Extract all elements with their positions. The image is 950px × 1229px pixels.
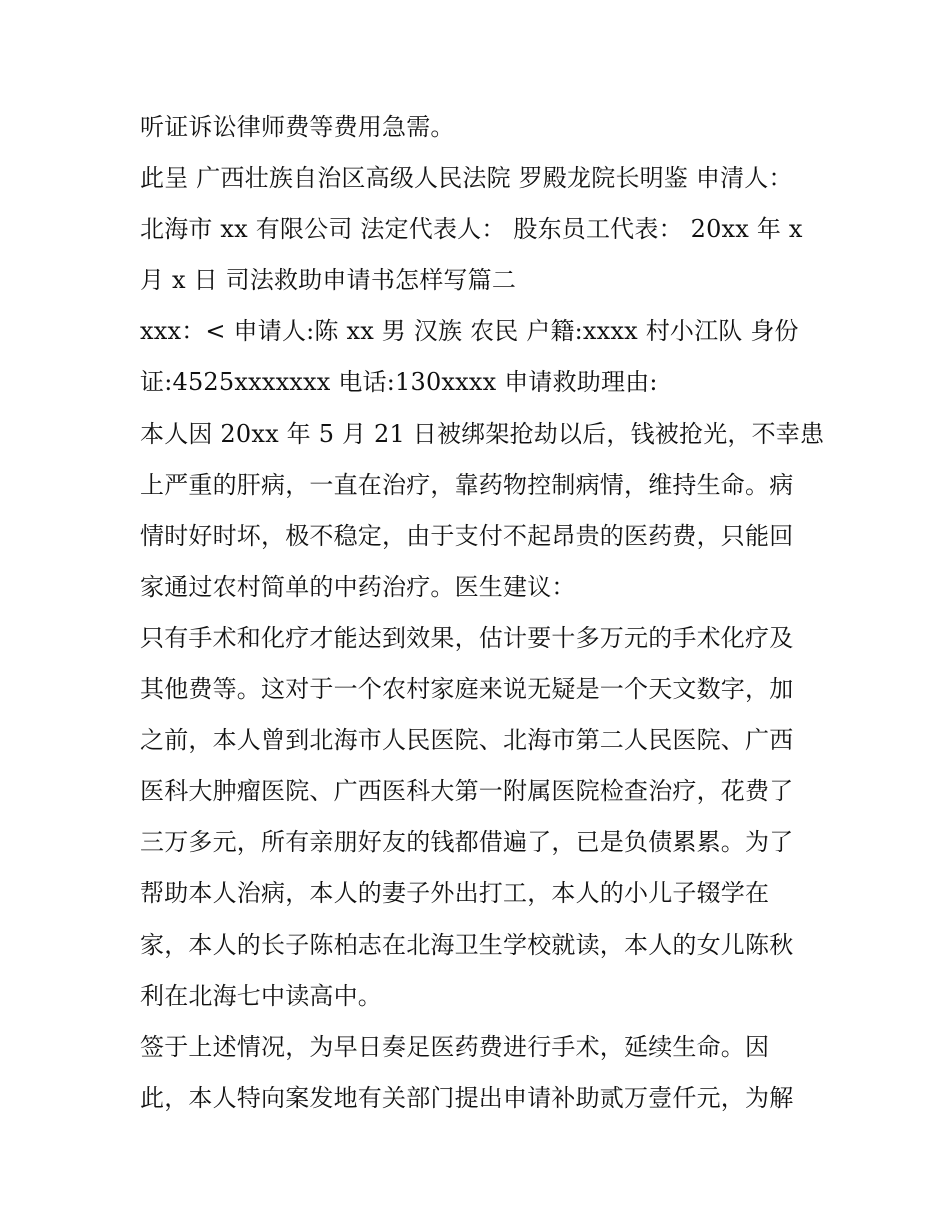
text-line: 此，本人特向案发地有关部门提出申请补助贰万壹仟元，为解 [140, 1083, 794, 1112]
text-line: 利在北海七中读高中。 [140, 981, 382, 1010]
text-line: xxx：< 申请人:陈 xx 男 汉族 农民 户籍:xxxx 村小江队 身份 [140, 317, 799, 346]
text-line: 其他费等。这对于一个农村家庭来说无疑是一个天文数字，加 [140, 675, 794, 704]
text-line: 上严重的肝病，一直在治疗，靠药物控制病情，维持生命。病 [140, 470, 794, 499]
text-line: 帮助本人治病，本人的妻子外出打工，本人的小儿子辍学在 [140, 879, 770, 908]
document-body [140, 102, 825, 1124]
text-line: 三万多元，所有亲朋好友的钱都借遍了，已是负债累累。为了 [140, 828, 794, 857]
text-line: 此呈 广西壮族自治区高级人民法院 罗殿龙院长明鉴 申清人： [140, 164, 793, 193]
text-line: 情时好时坏，极不稳定，由于支付不起昂贵的医药费，只能回 [140, 521, 794, 550]
text-line: 只有手术和化疗才能达到效果，估计要十多万元的手术化疗及 [140, 623, 794, 652]
text-line: 医科大肿瘤医院、广西医科大第一附属医院检查治疗，花费了 [140, 777, 794, 806]
text-line: 家通过农村简单的中药治疗。医生建议： [140, 572, 576, 601]
text-line: 本人因 20xx 年 5 月 21 日被绑架抢劫以后，钱被抢光，不幸患 [140, 419, 825, 448]
text-line: 证:4525xxxxxxx 电话:130xxxx 申请救助理由: [140, 368, 658, 397]
text-line: 听证诉讼律师费等费用急需。 [140, 113, 455, 141]
text-line: 家，本人的长子陈柏志在北海卫生学校就读，本人的女儿陈秋 [140, 930, 794, 959]
text-line: 之前，本人曾到北海市人民医院、北海市第二人民医院、广西 [140, 726, 794, 755]
text-line: 月 x 日 司法救助申请书怎样写篇二 [140, 266, 517, 295]
text-line: 北海市 xx 有限公司 法定代表人： 股东员工代表： 20xx 年 x [140, 215, 803, 244]
text-line: 签于上述情况，为早日奏足医药费进行手术，延续生命。因 [140, 1032, 770, 1061]
